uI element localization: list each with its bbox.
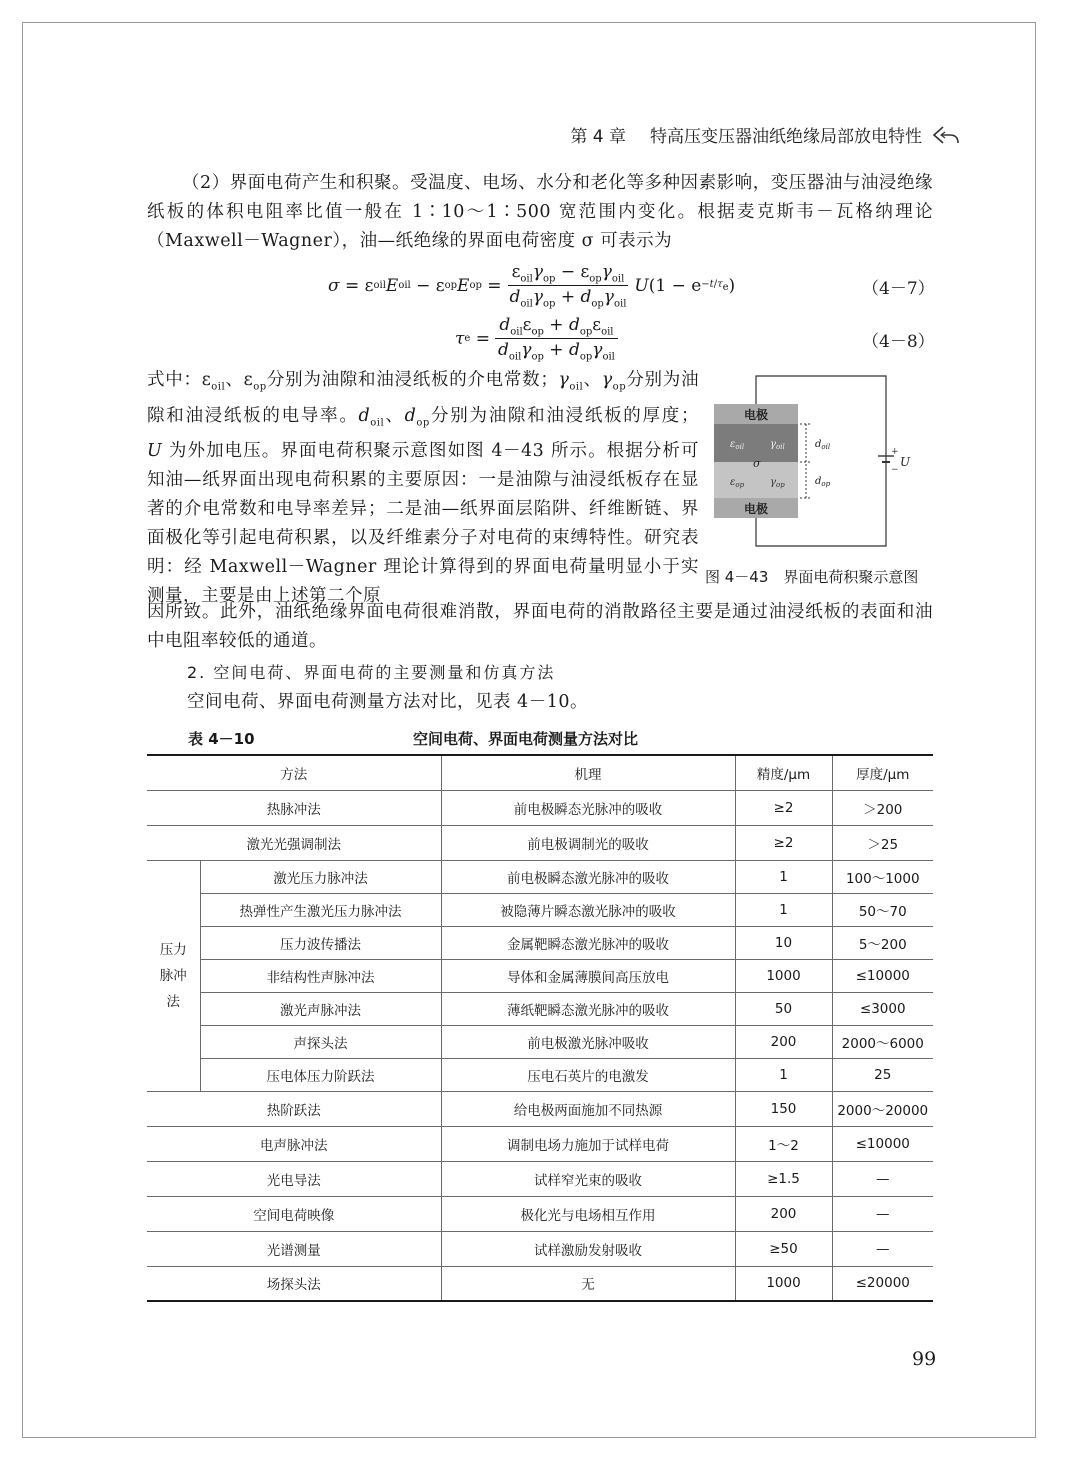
thickness-cell: 50～70 (832, 893, 933, 926)
method-cell: 激光压力脉冲法 (200, 860, 441, 893)
header-method: 方法 (147, 755, 441, 790)
thickness-cell: ＞25 (832, 825, 933, 860)
precision-cell: ≥2 (735, 790, 832, 825)
method-cell: 热弹性产生激光压力脉冲法 (200, 893, 441, 926)
thickness-cell: 2000～6000 (832, 1025, 933, 1058)
method-cell: 热阶跃法 (147, 1091, 441, 1126)
thickness-cell: ≤10000 (832, 1126, 933, 1161)
paragraph-continuation: 因所致。此外，油纸绝缘界面电荷很难消散，界面电荷的消散路径主要是通过油浸纸板的表面和油中电阻率较低的通道。 (147, 602, 933, 651)
page-number: 99 (912, 1348, 937, 1370)
precision-cell: 1000 (735, 1266, 832, 1301)
table-row (147, 1266, 933, 1301)
table-number: 表 4－10 (188, 730, 255, 748)
precision-cell: 200 (735, 1196, 832, 1231)
table-title: 空间电荷、界面电荷测量方法对比 (413, 730, 639, 748)
table-row (147, 959, 933, 992)
paragraph-interface-charge: （2）界面电荷产生和积聚。受温度、电场、水分和老化等多种因素影响，变压器油与油浸绝缘纸板的体积电阻率比值一般在 1∶10～1∶500 宽范围内变化。根据麦克斯韦－瓦格纳理论（Maxwell－Wagner），油—纸绝缘的界面电荷密度 σ 可表示为 (147, 173, 933, 251)
running-header (570, 122, 960, 147)
table-row (147, 1161, 933, 1196)
mechanism-cell: 前电极瞬态激光脉冲的吸收 (441, 860, 735, 893)
thickness-cell: — (832, 1196, 933, 1231)
bottom-electrode-label: 电极 (743, 502, 769, 516)
thickness-cell: ＞200 (832, 790, 933, 825)
thickness-cell: 100～1000 (832, 860, 933, 893)
chapter-title: 特高压变压器油纸绝缘局部放电特性 (650, 127, 922, 147)
precision-cell: ≥50 (735, 1231, 832, 1266)
wrap-text-3: 分别为油隙和油浸纸板的厚度； (429, 405, 700, 426)
table-row (147, 790, 933, 825)
table-header-row (147, 755, 933, 790)
precision-cell: 10 (735, 926, 832, 959)
method-cell: 非结构性声脉冲法 (200, 959, 441, 992)
mechanism-cell: 金属靶瞬态激光脉冲的吸收 (441, 926, 735, 959)
precision-cell: 200 (735, 1025, 832, 1058)
wrap-text-1: 分别为油隙和油浸纸板的介电常数； (266, 370, 559, 390)
precision-cell: 50 (735, 992, 832, 1025)
wrap-text-2: 分别为油隙和油浸纸板的电导率。 (147, 370, 700, 426)
table-row (147, 893, 933, 926)
method-cell: 光谱测量 (147, 1231, 441, 1266)
mechanism-cell: 无 (441, 1266, 735, 1301)
mechanism-cell: 前电极瞬态光脉冲的吸收 (441, 790, 735, 825)
mechanism-cell: 前电极调制光的吸收 (441, 825, 735, 860)
gamma-oil-label: $\gamma_{oil}$ (770, 439, 785, 451)
section-heading: 2. 空间电荷、界面电荷的主要测量和仿真方法 (187, 663, 556, 682)
wrap-lead: 式中： (147, 370, 202, 390)
precision-cell: ≥1.5 (735, 1161, 832, 1196)
method-cell: 电声脉冲法 (147, 1126, 441, 1161)
pressure-pulse-group-cell (147, 860, 200, 1091)
back-arrows-icon (930, 124, 960, 146)
mechanism-cell: 薄纸靶瞬态激光脉冲的吸收 (441, 992, 735, 1025)
precision-cell: 1～2 (735, 1126, 832, 1161)
method-cell: 空间电荷映像 (147, 1196, 441, 1231)
d-op-label: $d_{op}$ (815, 476, 831, 488)
method-cell: 热脉冲法 (147, 790, 441, 825)
equation-number-4-8: （4－8） (862, 332, 935, 352)
header-thickness: 厚度/μm (832, 755, 933, 790)
thickness-cell: 5～200 (832, 926, 933, 959)
mechanism-cell: 导体和金属薄膜间高压放电 (441, 959, 735, 992)
mechanism-cell: 调制电场力施加于试样电荷 (441, 1126, 735, 1161)
equation-4-7: σ = ε oil E oil − ε op E op = $\frac{\varepsilon_{oil}\gamma_{op} - \varepsilon_{op}\gamma_{oil}}{d_{oil}\gamma_{op} + d_{op}\gamma_{oil}}$ U (1 − e $-t/\tau_e$ ) (328, 262, 736, 310)
d-oil-label: $d_{oil}$ (815, 439, 831, 451)
mechanism-cell: 试样激励发射吸收 (441, 1231, 735, 1266)
method-cell: 光电导法 (147, 1161, 441, 1196)
table-row (147, 992, 933, 1025)
table-row (147, 1091, 933, 1126)
gamma-op-label: $\gamma_{op}$ (770, 477, 785, 489)
equation-4-8: τ e = $\frac{d_{oil}\varepsilon_{op} + d_{op}\varepsilon_{oil}}{d_{oil}\gamma_{op} + d_{op}\gamma_{oil}}$ (455, 315, 623, 363)
header-mechanism: 机理 (441, 755, 735, 790)
section-intro: 空间电荷、界面电荷测量方法对比，见表 4－10。 (187, 692, 588, 712)
group-label: 压力脉冲法 (159, 941, 187, 1010)
chapter-number: 第 4 章 (570, 127, 626, 147)
precision-cell: 1 (735, 1058, 832, 1091)
thickness-cell: 25 (832, 1058, 933, 1091)
mechanism-cell: 压电石英片的电激发 (441, 1058, 735, 1091)
method-cell: 激光声脉冲法 (200, 992, 441, 1025)
table-row (147, 1126, 933, 1161)
mechanism-cell: 试样窄光束的吸收 (441, 1161, 735, 1196)
voltage-label: U (900, 455, 911, 469)
epsilon-oil-label: $\varepsilon_{oil}$ (730, 439, 745, 451)
mechanism-cell: 前电极激光脉冲吸收 (441, 1025, 735, 1058)
interface-charge-diagram (708, 370, 911, 555)
thickness-cell: — (832, 1231, 933, 1266)
thickness-cell: 2000～20000 (832, 1091, 933, 1126)
top-electrode-label: 电极 (743, 408, 769, 422)
precision-cell: 1 (735, 860, 832, 893)
figure-caption: 图 4－43 界面电荷积聚示意图 (705, 568, 919, 586)
header-precision: 精度/μm (735, 755, 832, 790)
precision-cell: 1000 (735, 959, 832, 992)
thickness-cell: ≤10000 (832, 959, 933, 992)
thickness-cell: ≤3000 (832, 992, 933, 1025)
table-row (147, 825, 933, 860)
thickness-cell: ≤20000 (832, 1266, 933, 1301)
battery-minus: − (891, 465, 899, 475)
table-row (147, 860, 933, 893)
variable-definitions-paragraph: 式中：$\varepsilon_{oil}$、$\varepsilon_{op}$分别为油隙和油浸纸板的介电常数；$\gamma_{oil}$、$\gamma_{op}$分别为油隙和油浸纸板的电导率。$d_{oil}$、$d_{op}$分别为油隙和油浸纸板的厚度；U 为外加电压。界面电荷积聚示意图如图 4－43 所示。根据分析可知油—纸界面出现电荷积累的主要原因：一是油隙与油浸纸板存在显著的介电常数和电导率差异；二是油—纸界面层陷阱、纤维断链、界面极化等引起电荷积累，以及纤维素分子对电荷的束缚特性。研究表明：经 Maxwell－Wagner 理论计算得到的界面电荷量明显小于实测量，主要是由上述第二个原 (147, 370, 700, 606)
battery-plus: + (891, 447, 899, 457)
table-row (147, 926, 933, 959)
mechanism-cell: 给电极两面施加不同热源 (441, 1091, 735, 1126)
precision-cell: ≥2 (735, 825, 832, 860)
method-cell: 压电体压力阶跃法 (200, 1058, 441, 1091)
wrap-text-4: 为外加电压。界面电荷积聚示意图如图 4－43 所示。根据分析可知油—纸界面出现电荷积累的主要原因：一是油隙与油浸纸板存在显著的介电常数和电导率差异；二是油—纸界面层陷阱、纤维断链、界面极化等引起电荷积累，以及纤维素分子对电荷的束缚特性。研究表明：经 Maxwell－Wagner 理论计算得到的界面电荷量明显小于实测量，主要是由上述第二个原 (147, 441, 699, 606)
table-row (147, 1058, 933, 1091)
measurement-methods-table (147, 754, 933, 1302)
precision-cell: 1 (735, 893, 832, 926)
precision-cell: 150 (735, 1091, 832, 1126)
table-row (147, 1231, 933, 1266)
mechanism-cell: 被隐薄片瞬态激光脉冲的吸收 (441, 893, 735, 926)
table-row (147, 1196, 933, 1231)
table-row (147, 1025, 933, 1058)
epsilon-op-label: $\varepsilon_{op}$ (730, 477, 745, 489)
method-cell: 激光光强调制法 (147, 825, 441, 860)
equation-number-4-7: （4－7） (862, 279, 935, 299)
sigma-label: σ (753, 457, 761, 470)
method-cell: 声探头法 (200, 1025, 441, 1058)
method-cell: 场探头法 (147, 1266, 441, 1301)
mechanism-cell: 极化光与电场相互作用 (441, 1196, 735, 1231)
method-cell: 压力波传播法 (200, 926, 441, 959)
thickness-cell: — (832, 1161, 933, 1196)
